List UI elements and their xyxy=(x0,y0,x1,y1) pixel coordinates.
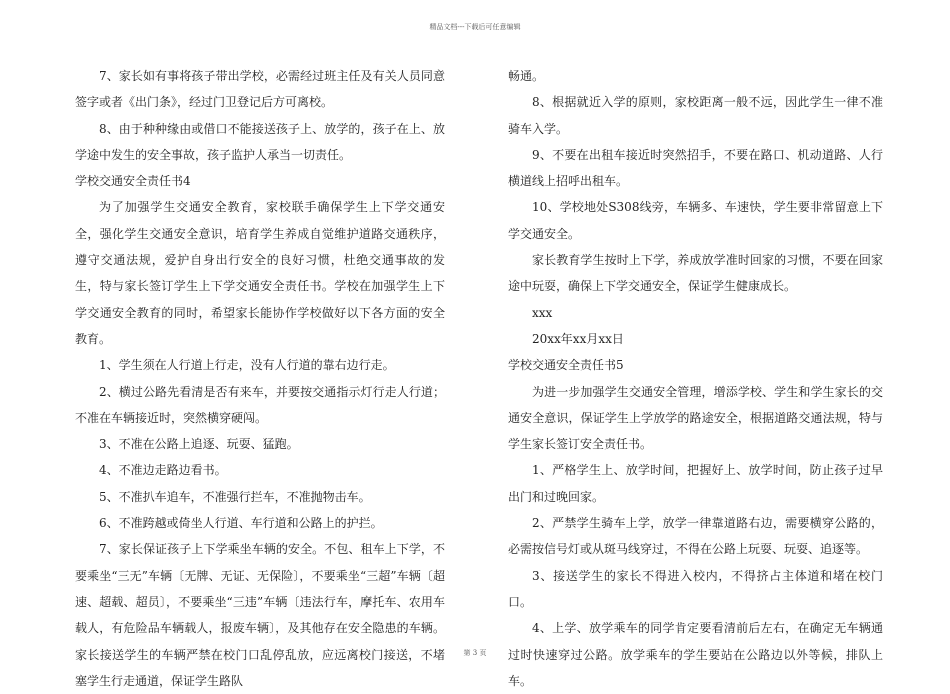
paragraph: 7、家长保证孩子上下学乘坐车辆的安全。不包、租车上下学，不要乘坐“三无”车辆〔无牌、无证、无保险〕，不要乘坐“三超”车辆〔超速、超载、超员〕，不要乘坐“三违”车辆〔违法行车，摩托车、农用车载人，有危险品车辆载人，报废车辆〕，及其他存在安全隐患的车辆。家长接送学生的车辆严禁在校门口乱停乱放，应远离校门接送，不堵塞学生行走通道，保证学生路队 xyxy=(75,542,445,688)
paragraph: 8、由于种种缘由或借口不能接送孩子上、放学的，孩子在上、放学途中发生的安全事故，孩子监护人承当一切责任。 xyxy=(75,121,445,162)
right-column xyxy=(508,63,883,694)
signature-date: 20xx年xx月xx日 xyxy=(532,331,624,346)
paragraph: 2、横过公路先看清是否有来车，并要按交通指示灯行走人行道；不准在车辆接近时，突然横穿硬闯。 xyxy=(75,384,445,425)
paragraph: 1、学生须在人行道上行走，没有人行道的靠右边行走。 xyxy=(99,358,395,373)
paragraph: 4、不准边走路边看书。 xyxy=(99,463,227,478)
paragraph: 8、根据就近入学的原则，家校距离一般不远，因此学生一律不准骑车入学。 xyxy=(508,95,883,136)
page-header: 精品文档---下载后可任意编辑 xyxy=(429,23,521,31)
paragraph: 1、严格学生上、放学时间，把握好上、放学时间，防止孩子过早出门和过晚回家。 xyxy=(508,463,883,504)
paragraph: 3、不准在公路上追逐、玩耍、猛跑。 xyxy=(99,437,299,452)
paragraph: 4、上学、放学乘车的同学肯定要看清前后左右，在确定无车辆通过时快速穿过公路。放学乘车的学生要站在公路边以外等候，排队上车。 xyxy=(508,621,883,688)
paragraph: 为进一步加强学生交通安全管理，增添学校、学生和学生家长的交通安全意识，保证学生上学放学的路途安全，根据道路交通法规，特与学生家长签订安全责任书。 xyxy=(508,384,883,452)
section-heading: 学校交通安全责任书5 xyxy=(508,358,624,373)
paragraph: 6、不准跨越或倚坐人行道、车行道和公路上的护拦。 xyxy=(99,516,383,531)
signature-name: xxx xyxy=(532,305,553,320)
left-column xyxy=(75,63,445,694)
paragraph: 9、不要在出租车接近时突然招手，不要在路口、机动道路、人行横道线上招呼出租车。 xyxy=(508,147,883,189)
paragraph: 5、不准扒车追车，不准强行拦车，不准抛物击车。 xyxy=(99,489,371,504)
paragraph: 7、家长如有事将孩子带出学校，必需经过班主任及有关人员同意签字或者《出门条》，经过门卫登记后方可离校。 xyxy=(75,69,445,110)
section-heading: 学校交通安全责任书4 xyxy=(75,174,191,189)
paragraph: 为了加强学生交通安全教育，家校联手确保学生上下学交通安全，强化学生交通安全意识，培育学生养成自觉维护道路交通秩序，遵守交通法规，爱护自身出行安全的良好习惯，杜绝交通事故的发生，特与家长签订学生上下学交通安全责任书。学校在加强学生上下学交通安全教育的同时，希望家长能协作学校做好以下各方面的安全教育。 xyxy=(75,200,445,346)
paragraph: 家长教育学生按时上下学，养成放学准时回家的习惯，不要在回家途中玩耍，确保上下学交通安全，保证学生健康成长。 xyxy=(508,253,883,294)
paragraph: 2、严禁学生骑车上学，放学一律靠道路右边，需要横穿公路的，必需按信号灯或从斑马线穿过，不得在公路上玩耍、玩耍、追逐等。 xyxy=(508,516,883,557)
page-number: 第 3 页 xyxy=(463,649,487,657)
paragraph: 10、学校地处S308线旁，车辆多、车速快，学生要非常留意上下学交通安全。 xyxy=(508,200,883,241)
paragraph: 畅通。 xyxy=(508,69,545,83)
paragraph: 3、接送学生的家长不得进入校内，不得挤占主体道和堵在校门口。 xyxy=(508,568,883,609)
